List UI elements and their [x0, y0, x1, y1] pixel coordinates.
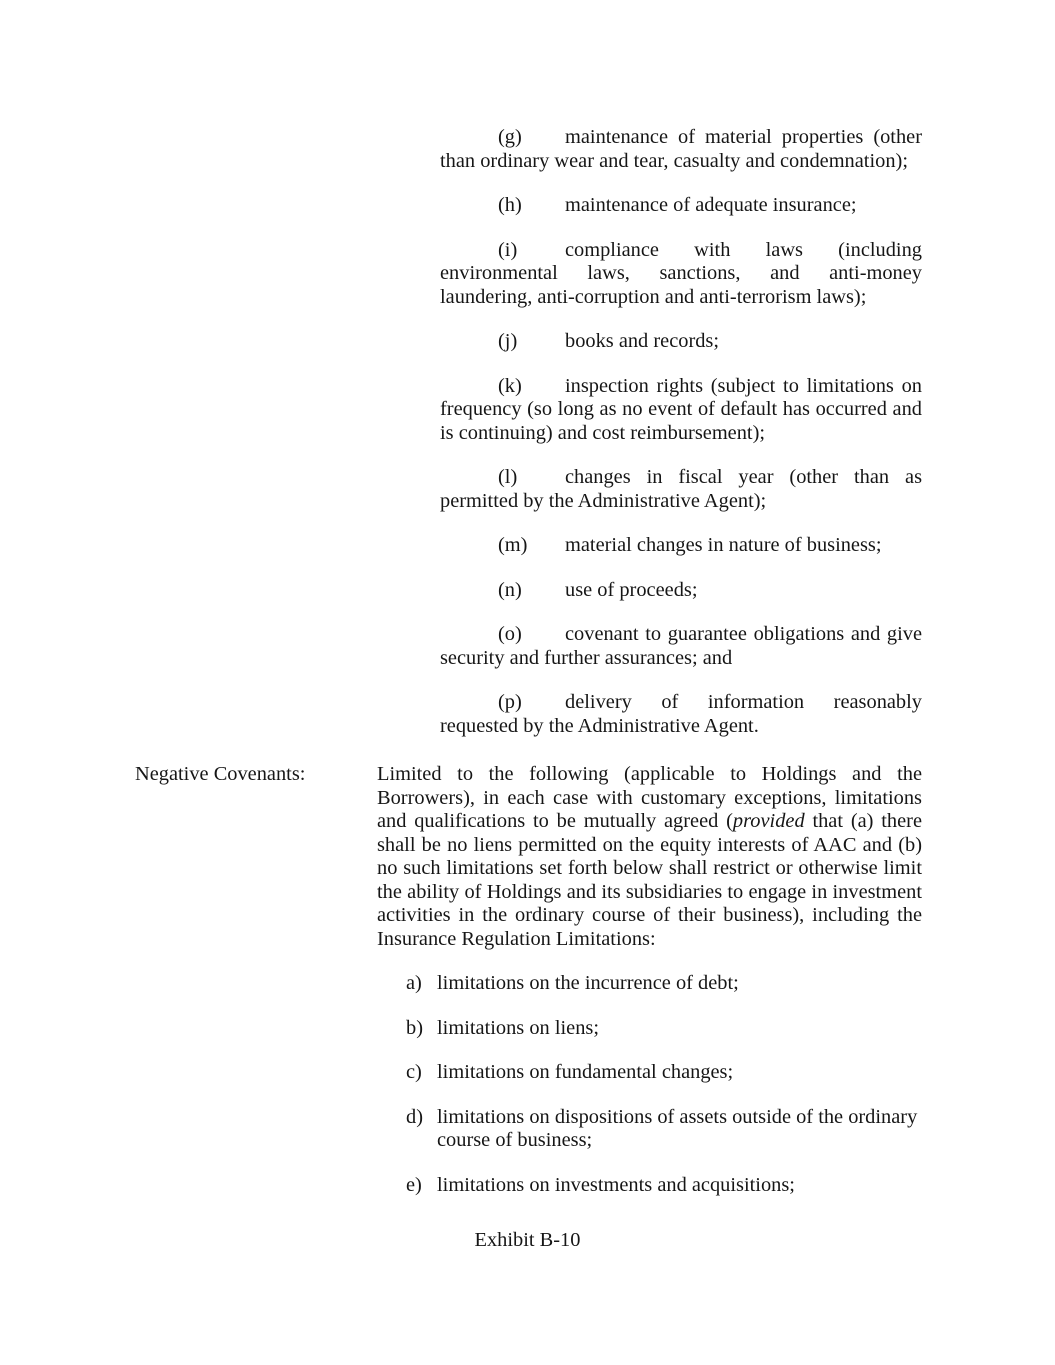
covenant-item-l — [440, 466, 922, 513]
text-line — [406, 1061, 922, 1085]
item-marker: (o) — [498, 623, 522, 645]
item-text: maintenance of adequate insurance; — [565, 194, 857, 216]
text-line: Insurance Regulation Limitations: — [377, 927, 656, 950]
negative-covenants-sublist — [406, 972, 922, 1197]
text-line: than ordinary wear and tear, casualty and condemnation); — [440, 149, 908, 172]
item-marker: b) — [406, 1016, 423, 1039]
list-item-c — [406, 1061, 922, 1085]
list-item-d — [406, 1106, 922, 1153]
covenant-sublist-g-p — [440, 126, 922, 738]
text-line: the ability of Holdings and its subsidiaries to engage in investment — [377, 880, 922, 903]
text-line — [440, 579, 922, 603]
item-marker: (n) — [498, 578, 522, 601]
item-marker: e) — [406, 1173, 422, 1196]
item-marker: (m) — [498, 534, 528, 556]
negative-covenants-label: Negative Covenants: — [135, 763, 306, 785]
text-line: requested by the Administrative Agent. — [440, 714, 759, 737]
item-marker: (k) — [498, 374, 522, 397]
covenant-item-o — [440, 623, 922, 670]
text-line — [440, 330, 922, 354]
item-text: inspection rights (subject to limitations on — [565, 374, 922, 397]
covenant-item-j — [440, 330, 922, 354]
covenant-item-m — [440, 534, 922, 558]
text-segment: and qualifications to be mutually agreed ( — [377, 810, 733, 832]
item-marker: c) — [406, 1061, 422, 1083]
text-line — [406, 1106, 922, 1130]
item-marker: d) — [406, 1105, 423, 1128]
item-text: books and records; — [565, 330, 720, 352]
provided-italic-term: provided — [732, 810, 805, 832]
text-line: frequency (so long as no event of default has occurred and — [440, 398, 922, 420]
covenant-item-p — [440, 691, 922, 738]
item-text: material changes in nature of business; — [565, 534, 882, 556]
item-text: limitations on liens; — [437, 1016, 599, 1039]
text-line: permitted by the Administrative Agent); — [440, 489, 767, 512]
item-text: limitations on dispositions of assets outside of the ordinary — [437, 1105, 918, 1128]
item-marker: (j) — [498, 330, 518, 352]
covenant-item-k — [440, 375, 922, 446]
text-line: shall be no liens permitted on the equity interests of AAC and (b) — [377, 833, 922, 856]
text-segment: that (a) there — [804, 810, 922, 832]
item-marker: a) — [406, 972, 422, 994]
page-footer — [0, 1229, 1055, 1253]
text-line — [440, 239, 922, 263]
covenant-item-n — [440, 579, 922, 603]
text-line: security and further assurances; and — [440, 646, 733, 669]
item-text: changes in fiscal year (other than as — [565, 466, 922, 488]
text-line — [440, 534, 922, 558]
item-text: limitations on fundamental changes; — [437, 1061, 734, 1083]
text-line — [440, 126, 922, 150]
item-text: delivery of information reasonably — [565, 691, 922, 713]
text-line — [440, 466, 922, 490]
item-marker: (p) — [498, 691, 522, 713]
covenant-item-h — [440, 194, 922, 218]
text-line: activities in the ordinary course of their business), including the — [377, 904, 922, 926]
text-line: is continuing) and cost reimbursement); — [440, 421, 766, 444]
exhibit-page-label: Exhibit B-10 — [474, 1229, 581, 1251]
text-line: Borrowers), in each case with customary exceptions, limitations — [377, 786, 922, 809]
item-marker: (h) — [498, 194, 522, 216]
text-line: laundering, anti-corruption and anti-terrorism laws); — [440, 285, 867, 308]
text-line: course of business; — [437, 1129, 593, 1151]
text-line: Limited to the following (applicable to Holdings and the — [377, 763, 922, 785]
list-item-a — [406, 972, 922, 996]
item-marker: (i) — [498, 238, 518, 261]
text-line — [377, 810, 922, 834]
item-text: compliance with laws (including — [565, 238, 922, 261]
text-line — [406, 972, 922, 996]
text-line: environmental laws, sanctions, and anti-money — [440, 262, 922, 284]
item-marker: (l) — [498, 466, 518, 488]
text-line — [440, 194, 922, 218]
text-line: no such limitations set forth below shall restrict or otherwise limit — [377, 857, 922, 879]
text-line — [440, 691, 922, 715]
covenant-item-i — [440, 239, 922, 310]
covenant-item-g — [440, 126, 922, 173]
item-text: limitations on investments and acquisitions; — [437, 1173, 795, 1196]
text-line — [406, 1017, 922, 1041]
negative-covenants-body — [377, 763, 922, 951]
text-line — [440, 623, 922, 647]
item-text: maintenance of material properties (other — [565, 126, 922, 148]
item-marker: (g) — [498, 126, 522, 148]
text-line — [406, 1174, 922, 1198]
text-line — [440, 375, 922, 399]
list-item-e — [406, 1174, 922, 1198]
item-text: use of proceeds; — [565, 578, 698, 601]
item-text: limitations on the incurrence of debt; — [437, 972, 739, 994]
list-item-b — [406, 1017, 922, 1041]
item-text: covenant to guarantee obligations and give — [565, 623, 922, 645]
